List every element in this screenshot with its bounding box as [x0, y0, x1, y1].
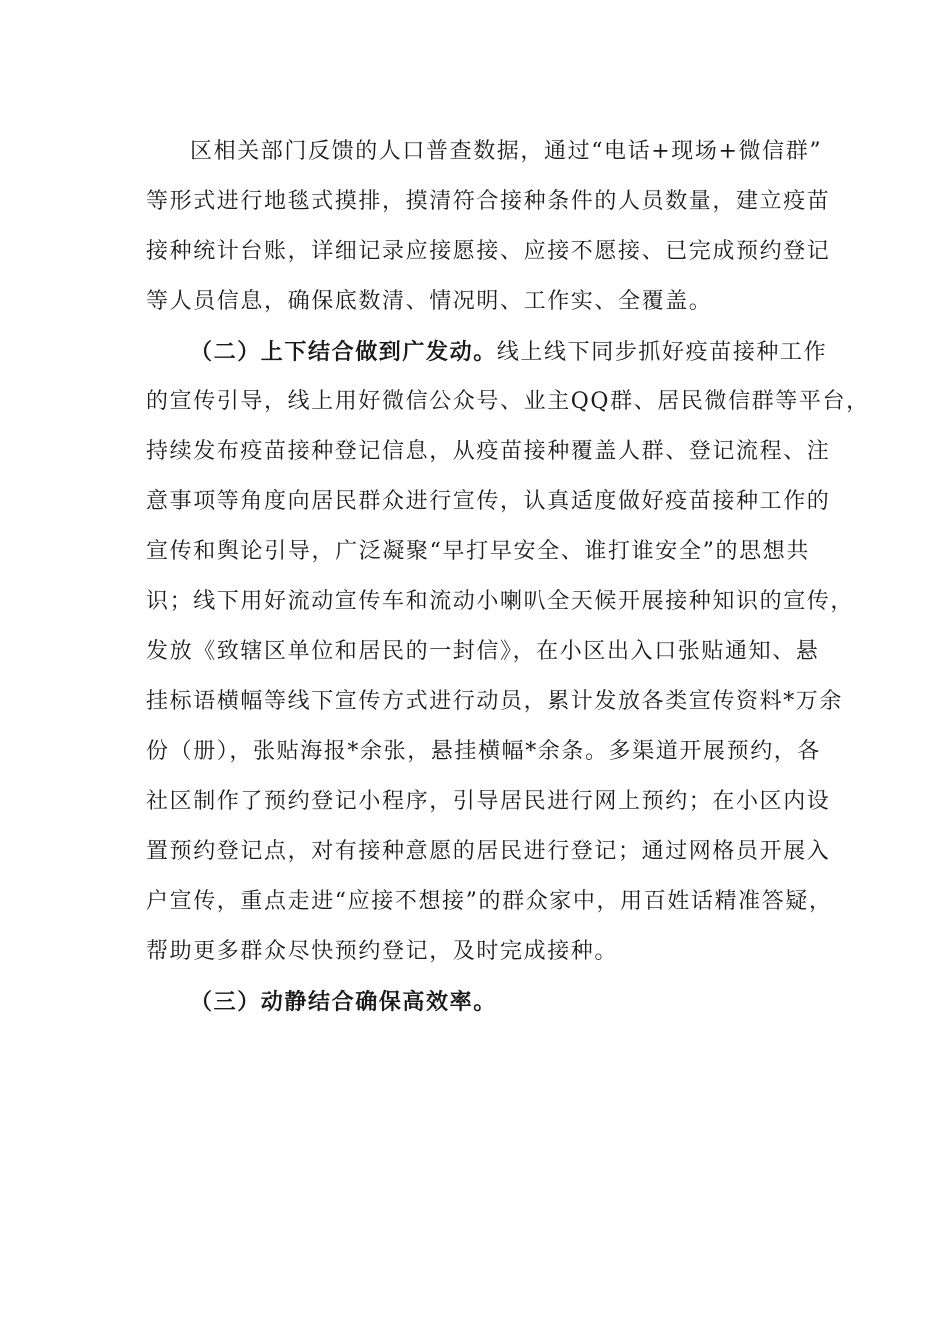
paragraph-line: 等形式进行地毯式摸排，摸清符合接种条件的人员数量，建立疫苗 — [146, 189, 831, 214]
section-two-first-line — [190, 327, 828, 377]
paragraph-line: 识；线下用好流动宣传车和流动小喇叭全天候开展接种知识的宣传， — [146, 589, 855, 614]
paragraph-line: 的宣传引导，线上用好微信公众号、业主QQ群、居民微信群等平台， — [146, 389, 870, 414]
paragraph-line: 意事项等角度向居民群众进行宣传，认真适度做好疫苗接种工作的 — [146, 489, 831, 514]
paragraph-line: 宣传和舆论引导，广泛凝聚“早打早安全、谁打谁安全”的思想共 — [146, 539, 810, 564]
paragraph-line: 等人员信息，确保底数清、情况明、工作实、全覆盖。 — [146, 289, 713, 314]
section-heading: （二）上下结合做到广发动。 — [190, 339, 497, 365]
paragraph-text: 线上线下同步抓好疫苗接种工作 — [496, 340, 828, 365]
paragraph-line: 社区制作了预约登记小程序，引导居民进行网上预约；在小区内设 — [146, 789, 831, 814]
paragraph-line: 区相关部门反馈的人口普查数据，通过“电话+现场+微信群” — [190, 139, 823, 164]
paragraph-line: 接种统计台账，详细记录应接愿接、应接不愿接、已完成预约登记 — [146, 239, 831, 264]
section-heading: （三）动静结合确保高效率。 — [190, 989, 497, 1015]
paragraph-line: 持续发布疫苗接种登记信息，从疫苗接种覆盖人群、登记流程、注 — [146, 439, 831, 464]
paragraph-line: 挂标语横幅等线下宣传方式进行动员，累计发放各类宣传资料*万余 — [146, 689, 844, 714]
paragraph-line: 份（册），张贴海报*余张，悬挂横幅*余条。多渠道开展预约，各 — [146, 739, 822, 764]
paragraph-line: 户宣传，重点走进“应接不想接”的群众家中，用百姓话精准答疑， — [146, 889, 833, 914]
paragraph-line: 发放《致辖区单位和居民的一封信》，在小区出入口张贴通知、悬 — [146, 639, 820, 664]
paragraph-line: 帮助更多群众尽快预约登记，及时完成接种。 — [146, 939, 619, 964]
paragraph-line: 置预约登记点，对有接种意愿的居民进行登记；通过网格员开展入 — [146, 839, 831, 864]
